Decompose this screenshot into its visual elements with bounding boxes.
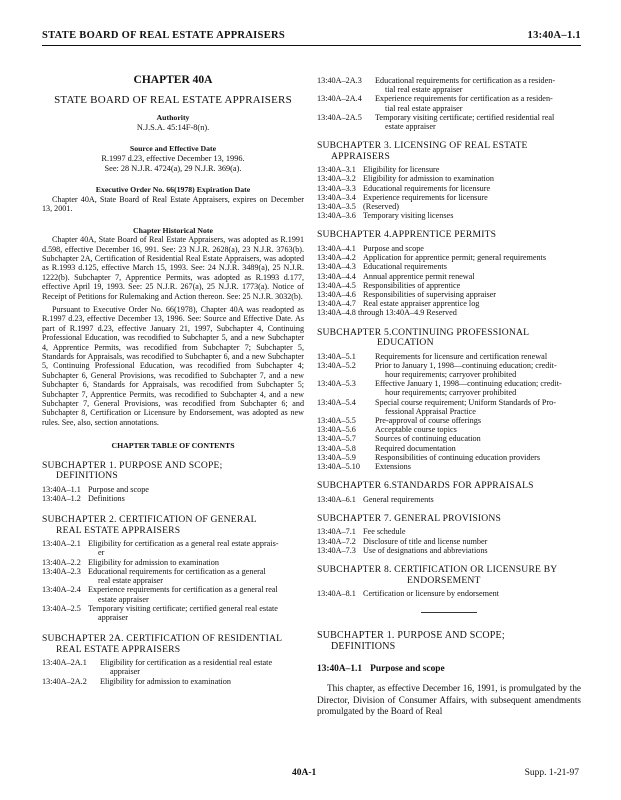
- toc-entry-reserved[interactable]: 13:40A–4.8 through 13:40A–4.9 Reserved: [317, 308, 457, 318]
- toc-entry[interactable]: 13:40A–6.1 General requirements: [317, 494, 434, 504]
- toc-subchapter-4-list: [317, 244, 581, 318]
- toc-entry[interactable]: 13:40A–4.3 Educational requirements: [317, 262, 447, 272]
- authority-text: N.J.S.A. 45:14F-8(n).: [136, 122, 210, 132]
- toc-entry[interactable]: 13:40A–1.2 Definitions: [42, 494, 125, 504]
- toc-subchapter-4-title: SUBCHAPTER 4.APPRENTICE PERMITS: [317, 229, 497, 241]
- toc-subchapter-2a-title: SUBCHAPTER 2A. CERTIFICATION OF RESIDENTIAL: [42, 633, 283, 645]
- supplement-date: Supp. 1-21-97: [524, 768, 579, 778]
- toc-entry[interactable]: 13:40A–5.7 Sources of continuing education: [317, 434, 481, 444]
- toc-entry[interactable]: 13:40A–7.3 Use of designations and abbreviations: [317, 545, 488, 555]
- header-title: STATE BOARD OF REAL ESTATE APPRAISERS: [42, 30, 286, 41]
- toc-subchapter-2-title-cont: REAL ESTATE APPRAISERS: [56, 524, 181, 536]
- toc-subchapter-2a-title-cont: REAL ESTATE APPRAISERS: [56, 643, 181, 655]
- exec-order-heading: Executive Order No. 66(1978) Expiration Date: [95, 185, 251, 195]
- toc-entry[interactable]: 13:40A–5.2 Prior to January 1, 1998—continuing education; credit- hour requirements; carryover prohibited: [317, 360, 557, 379]
- history-paragraph-2: Pursuant to Executive Order No. 66(1978), Chapter 40A was readopted as R.1997 d.23, effective December 13, 1996. See: Source and Effective Date. As part of R.1997 d.23, effective January 21, 1997, Subchapter 4, Continuing Professional Education, was recodified to Subchapter 5, and a new Subchapter 4, Apprentice Permits, was recodified from Subchapter 7; Subchapter 5, Standards for Appraisals, was recodified to Subchapter 6, and a new Subchapter 5, Continuing Professional Education, was recodified from Subchapter 4; Subchapter 6, General Provisions, was recodified to Subchapter 7, and a new Subchapter 6, Standards for Appraisals, was recodified from Subchapter 5; Subchapter 7, Apprentice Permits, was recodified to Subchapter 4, and a new Subchapter 7, General Provisions, was recodified from Subchapter 6; and Subchapter 8, Certification or Licensure by Endorsement, was adopted as new rules. See, also, section annotations.: [42, 305, 304, 427]
- section-title: Purpose and scope: [370, 664, 445, 675]
- toc-subchapter-1: [42, 461, 304, 482]
- toc-entry[interactable]: 13:40A–2.2 Eligibility for admission to examination: [42, 557, 219, 567]
- toc-entry[interactable]: 13:40A–8.1 Certification or licensure by endorsement: [317, 589, 499, 599]
- body-subchapter-heading: [317, 631, 581, 652]
- toc-subchapter-2a: [42, 634, 304, 655]
- toc-subchapter-3-title-cont: APPRAISERS: [331, 150, 391, 162]
- right-column: [317, 76, 581, 727]
- toc-subchapter-1-list: [42, 485, 304, 503]
- toc-entry[interactable]: 13:40A–5.10 Extensions: [317, 462, 411, 471]
- toc-subchapter-8-title: SUBCHAPTER 8. CERTIFICATION OR LICENSURE BY: [317, 564, 558, 576]
- toc-subchapter-6: [317, 481, 581, 492]
- running-header: [42, 30, 581, 46]
- source-heading: Source and Effective Date: [129, 144, 217, 154]
- toc-entry[interactable]: 13:40A–4.7 Real estate appraiser apprentice log: [317, 299, 480, 309]
- section-number: 13:40A–1.1: [317, 664, 363, 675]
- toc-subchapter-5: [317, 328, 581, 349]
- toc-subchapter-8-list: [317, 589, 581, 598]
- toc-subchapter-7: [317, 514, 581, 525]
- body-subchapter-title: SUBCHAPTER 1. PURPOSE AND SCOPE;: [317, 630, 505, 642]
- toc-subchapter-3: [317, 141, 581, 162]
- toc-entry[interactable]: 13:40A–5.6 Acceptable course topics: [317, 425, 457, 435]
- toc-subchapter-3-title: SUBCHAPTER 3. LICENSING OF REAL ESTATE: [317, 140, 528, 152]
- toc-subchapter-2-list: [42, 539, 304, 622]
- toc-entry[interactable]: 13:40A–5.3 Effective January 1, 1998—continuing education; credit- hour requirements; carryover prohibited: [317, 379, 562, 398]
- chapter-title: STATE BOARD OF REAL ESTATE APPRAISERS: [54, 93, 292, 106]
- toc-subchapter-7-title: SUBCHAPTER 7. GENERAL PROVISIONS: [317, 512, 502, 524]
- header-section-number: 13:40A–1.1: [527, 30, 581, 41]
- toc-subchapter-2a-list-continued: [317, 76, 581, 131]
- toc-entry[interactable]: 13:40A–3.1 Eligibility for licensure: [317, 165, 440, 175]
- exec-order-text: Chapter 40A, State Board of Real Estate Appraisers, expires on December 13, 2001.: [42, 194, 304, 214]
- toc-entry[interactable]: 13:40A–2.3 Educational requirements for certification as a general real estate appraiser: [42, 566, 266, 586]
- source-line-2: See: 28 N.J.R. 4724(a), 29 N.J.R. 369(a).: [104, 163, 242, 173]
- header-rule: [42, 45, 581, 46]
- page-number: 40A-1: [292, 768, 317, 778]
- toc-entry[interactable]: 13:40A–3.6 Temporary visiting licenses: [317, 211, 454, 221]
- toc-subchapter-5-title: SUBCHAPTER 5.CONTINUING PROFESSIONAL: [317, 326, 530, 338]
- history-paragraph-1: Chapter 40A, State Board of Real Estate Appraisers, was adopted as R.1991 d.598, effective December 16, 991. See: 23 N.J.R. 2628(a), 23 N.J.R. 3763(b). Subchapter 2A, Certification of Residential Real Estate Appraisers, was adopted as R.1993 d.125, effective March 15, 1993. See: 24 N.J.R. 3489(a), 25 N.J.R. 1222(b). Subchapter 7, Apprentice Permits, was adopted as R.1993 d.177, effective April 19, 1993. See: 25 N.J.R. 267(a), 25 N.J.R. 1773(a). Notice of Receipt of Petitions for Rulemaking and Action thereon. See: 25 N.J.R. 3032(b).: [42, 235, 304, 301]
- toc-subchapter-8-title-cont: ENDORSEMENT: [407, 574, 481, 586]
- toc-entry[interactable]: 13:40A–7.2 Disclosure of title and license number: [317, 536, 488, 546]
- toc-subchapter-3-list: [317, 165, 581, 220]
- toc-entry[interactable]: 13:40A–5.5 Pre-approval of course offerings: [317, 415, 482, 425]
- toc-entry[interactable]: 13:40A–4.1 Purpose and scope: [317, 243, 424, 253]
- toc-subchapter-7-list: [317, 527, 581, 555]
- toc-entry[interactable]: 13:40A–2A.2 Eligibility for admission to examination: [42, 676, 231, 686]
- toc-entry[interactable]: 13:40A–5.9 Responsibilities of continuing education providers: [317, 452, 541, 462]
- toc-subchapter-5-list: [317, 352, 581, 472]
- toc-subchapter-4: [317, 230, 581, 241]
- toc-entry[interactable]: 13:40A–4.5 Responsibilities of apprentice: [317, 280, 461, 290]
- toc-heading: CHAPTER TABLE OF CONTENTS: [111, 441, 235, 451]
- toc-subchapter-1-title-cont: DEFINITIONS: [56, 470, 118, 482]
- toc-subchapter-8: [317, 565, 581, 586]
- toc-entry[interactable]: 13:40A–5.8 Required documentation: [317, 443, 456, 453]
- toc-entry[interactable]: 13:40A–2.1 Eligibility for certification as a general real estate apprais- er: [42, 539, 279, 558]
- toc-subchapter-6-list: [317, 495, 581, 504]
- section-divider: [421, 612, 477, 613]
- toc-entry[interactable]: 13:40A–2.4 Experience requirements for certification as a general real estate appraiser: [42, 585, 278, 604]
- source-line-1: R.1997 d.23, effective December 13, 1996.: [101, 153, 245, 163]
- toc-entry[interactable]: 13:40A–2A.3 Educational requirements for certification as a residen- tial real estate appraiser: [317, 76, 556, 95]
- toc-entry[interactable]: 13:40A–4.6 Responsibilities of supervising appraiser: [317, 289, 497, 299]
- toc-subchapter-2a-list: [42, 658, 304, 686]
- authority-heading: Authority: [156, 113, 190, 123]
- toc-entry[interactable]: 13:40A–2.5 Temporary visiting certificate; certified general real estate appraiser: [42, 603, 278, 622]
- toc-entry[interactable]: 13:40A–3.5 (Reserved): [317, 202, 399, 212]
- toc-entry[interactable]: 13:40A–3.4 Experience requirements for licensure: [317, 192, 488, 202]
- body-subchapter-title-cont: DEFINITIONS: [331, 640, 396, 652]
- toc-entry[interactable]: 13:40A–4.4 Annual apprentice permit renewal: [317, 271, 475, 281]
- toc-subchapter-5-title-cont: EDUCATION: [377, 337, 434, 349]
- toc-entry[interactable]: 13:40A–5.4 Special course requirement; Uniform Standards of Pro- fessional Appraisal Practice: [317, 397, 556, 416]
- section-body-text: This chapter, as effective December 16, 1991, is promulgated by the Director, Division of Consumer Affairs, with subsequent amendments promulgated by the Board of Real: [317, 682, 581, 717]
- toc-entry[interactable]: 13:40A–2A.5 Temporary visiting certificate; certified residential real estate appraiser: [317, 112, 555, 132]
- toc-entry[interactable]: 13:40A–4.2 Application for apprentice permit; general requirements: [317, 253, 547, 263]
- toc-entry[interactable]: 13:40A–3.3 Educational requirements for licensure: [317, 183, 491, 193]
- toc-entry[interactable]: 13:40A–2A.1 Eligibility for certification as a residential real estate appraiser: [42, 658, 273, 677]
- toc-subchapter-2-title: SUBCHAPTER 2. CERTIFICATION OF GENERAL: [42, 514, 257, 526]
- toc-subchapter-6-title: SUBCHAPTER 6.STANDARDS FOR APPRAISALS: [317, 480, 534, 492]
- section-heading: [317, 664, 581, 675]
- toc-entry[interactable]: 13:40A–3.2 Eligibility for admission to examination: [317, 174, 494, 184]
- toc-subchapter-1-title: SUBCHAPTER 1. PURPOSE AND SCOPE;: [42, 459, 223, 471]
- toc-entry[interactable]: 13:40A–1.1 Purpose and scope: [42, 484, 149, 494]
- toc-subchapter-2: [42, 515, 304, 536]
- toc-entry[interactable]: 13:40A–2A.4 Experience requirements for certification as a residen- tial real estate appraiser: [317, 94, 553, 113]
- toc-entry[interactable]: 13:40A–5.1 Requirements for licensure and certification renewal: [317, 351, 548, 361]
- history-heading: Chapter Historical Note: [133, 225, 213, 235]
- chapter-number: CHAPTER 40A: [133, 74, 213, 86]
- toc-entry[interactable]: 13:40A–7.1 Fee schedule: [317, 527, 406, 537]
- left-column: [42, 62, 304, 686]
